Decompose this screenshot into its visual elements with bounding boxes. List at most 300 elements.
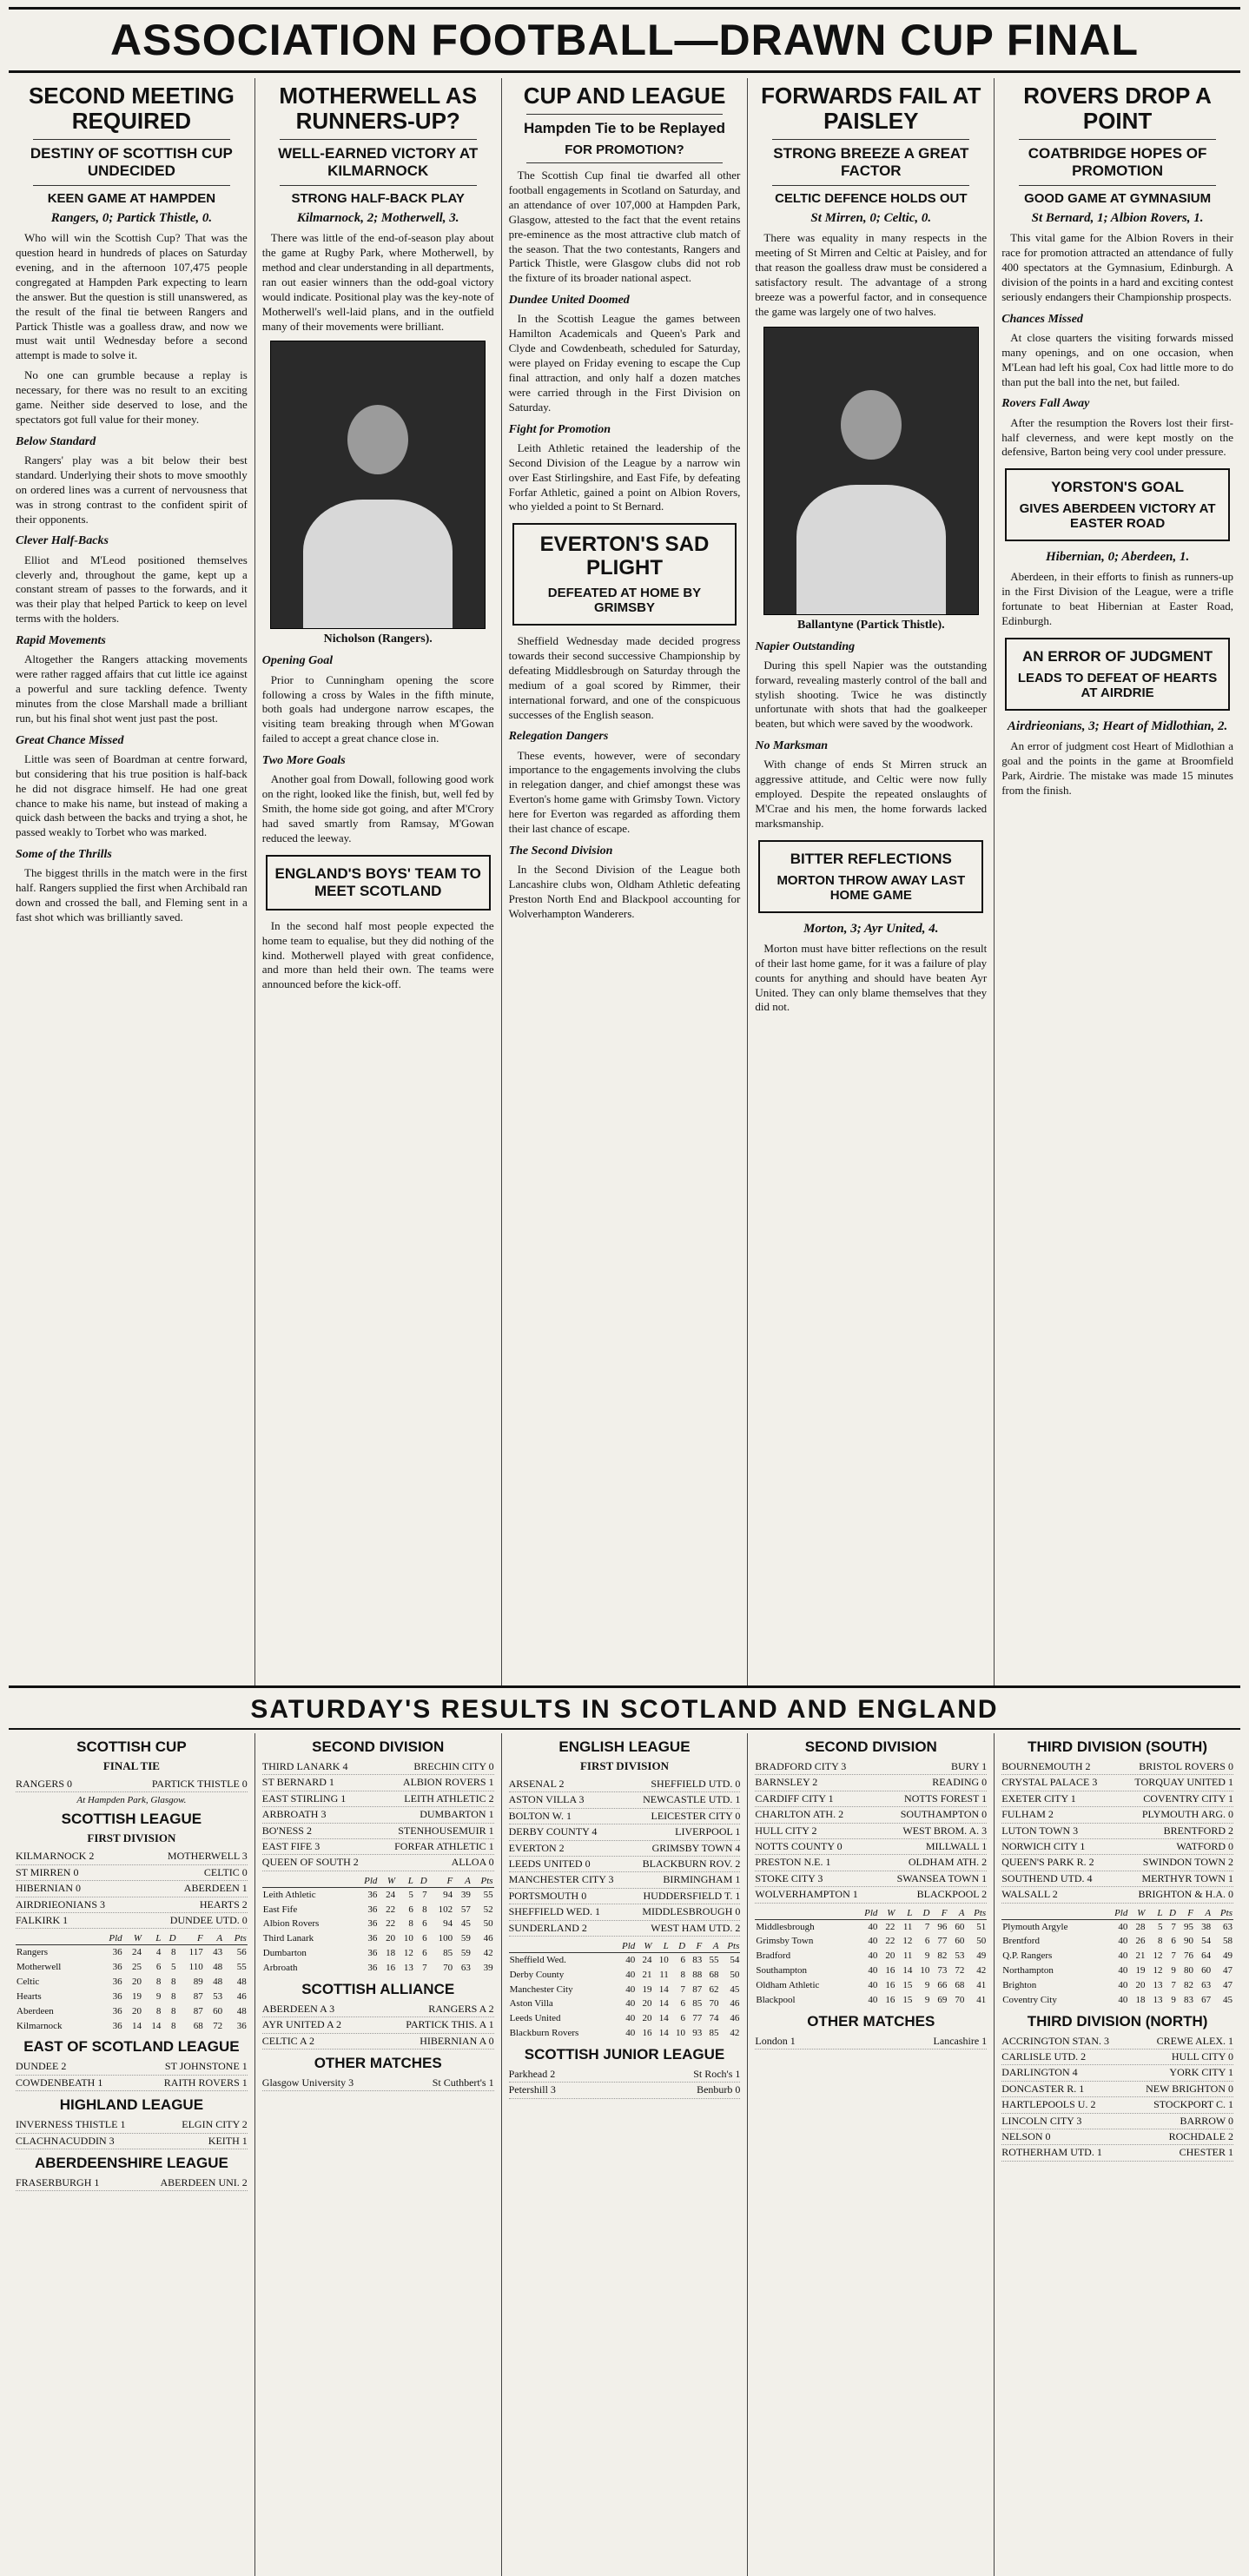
- match-result: [262, 1759, 494, 1775]
- home-team-score: FALKIRK 1: [16, 1913, 69, 1926]
- home-team-score: BARNSLEY 2: [755, 1776, 818, 1789]
- table-cell: 16: [642, 2028, 652, 2039]
- away-team-score: OLDHAM ATH. 2: [908, 1856, 988, 1869]
- article-motherwell: [255, 78, 502, 1685]
- results-english-first: [502, 1733, 749, 2576]
- away-team-score: BRENTFORD 2: [1163, 1824, 1233, 1837]
- away-team-score: St Cuthbert's 1: [432, 2076, 494, 2089]
- table-header: A: [453, 1875, 472, 1888]
- match-result: [509, 2083, 741, 2098]
- table-row: [755, 1919, 987, 1934]
- section-head: SCOTTISH LEAGUE: [61, 1811, 202, 1828]
- table-cell: 48: [236, 2005, 247, 2016]
- section-heading: Rapid Movements: [16, 634, 106, 648]
- table-cell: 10: [676, 2028, 686, 2039]
- match-result: [16, 1897, 248, 1913]
- table-cell: 38: [1201, 1921, 1212, 1932]
- table-header: Pld: [856, 1907, 879, 1920]
- table-cell: 51: [976, 1921, 987, 1932]
- table-row: [755, 1934, 987, 1949]
- table-row: [1001, 1949, 1233, 1963]
- table-cell: 46: [730, 1998, 740, 2010]
- section-head: HIGHLAND LEAGUE: [59, 2096, 204, 2114]
- table-header: Pts: [223, 1932, 248, 1945]
- table-header: F: [686, 1940, 703, 1953]
- table-cell: 20: [386, 1933, 396, 1944]
- article-body: [755, 639, 987, 831]
- box-subhead: LEADS TO DEFEAT OF HEARTS AT AIRDRIE: [1017, 670, 1218, 700]
- match-result: [1001, 2114, 1233, 2129]
- match-result: [1001, 1824, 1233, 1839]
- match-result: [509, 1904, 741, 1920]
- subhead: DESTINY OF SCOTTISH CUP UNDECIDED: [30, 145, 233, 180]
- section-heading: Dundee United Doomed: [508, 294, 630, 308]
- table-cell: 25: [132, 1962, 142, 1973]
- away-team-score: WATFORD 0: [1176, 1839, 1233, 1852]
- table-cell: Hearts: [17, 1990, 42, 2002]
- subhead-2: STRONG HALF-BACK PLAY: [291, 191, 465, 207]
- section-head: SECOND DIVISION: [804, 1738, 937, 1755]
- away-team-score: BIRMINGHAM 1: [663, 1873, 741, 1886]
- table-header: W: [123, 1932, 142, 1945]
- table-cell: 85: [709, 2028, 719, 2039]
- box-subhead: DEFEATED AT HOME BY GRIMSBY: [547, 586, 702, 616]
- table-cell: Kilmarnock: [17, 2020, 63, 2031]
- table-cell: 36: [367, 1889, 378, 1900]
- away-team-score: STOCKPORT C. 1: [1153, 2098, 1233, 2111]
- home-team-score: BOLTON W. 1: [508, 1809, 572, 1822]
- table-row: [1001, 1963, 1233, 1978]
- table-cell: 36: [112, 2020, 122, 2031]
- section-head: OTHER MATCHES: [314, 2054, 442, 2071]
- table-cell: 117: [188, 1947, 203, 1958]
- table-cell: 94: [443, 1918, 453, 1930]
- home-team-score: PORTSMOUTH 0: [508, 1889, 587, 1902]
- table-cell: 96: [937, 1921, 948, 1932]
- table-cell: 100: [438, 1933, 453, 1944]
- table-header: W: [878, 1907, 895, 1920]
- table-cell: 10: [403, 1933, 413, 1944]
- match-result: [16, 2059, 248, 2075]
- away-team-score: NOTTS FOREST 1: [904, 1791, 988, 1805]
- table-cell: Oldham Athletic: [756, 1979, 820, 1990]
- section-heading: Clever Half-Backs: [16, 534, 109, 548]
- table-row: [509, 2026, 741, 2041]
- table-header: D: [670, 1940, 686, 1953]
- table-cell: Manchester City: [509, 1983, 573, 1995]
- table-cell: 13: [1153, 1994, 1163, 2005]
- league-table: [262, 1875, 494, 1976]
- match-result: [509, 1841, 741, 1857]
- table-cell: 12: [1153, 1965, 1163, 1977]
- section-heading: Great Chance Missed: [16, 733, 124, 747]
- table-cell: Blackpool: [756, 1994, 796, 2005]
- home-team-score: BOURNEMOUTH 2: [1001, 1760, 1091, 1772]
- article-columns: [9, 78, 1240, 1688]
- away-team-score: CHESTER 1: [1179, 2146, 1233, 2159]
- table-header: A: [703, 1940, 719, 1953]
- table-cell: 8: [171, 1977, 176, 1988]
- table-cell: 40: [625, 1954, 636, 1965]
- away-team-score: HEARTS 2: [199, 1897, 248, 1910]
- away-team-score: ST JOHNSTONE 1: [164, 2060, 248, 2073]
- match-list: [755, 1759, 987, 1904]
- match-result: [262, 2002, 494, 2017]
- table-cell: 20: [642, 2013, 652, 2024]
- section-head: EAST OF SCOTLAND LEAGUE: [23, 2038, 240, 2056]
- table-cell: 8: [408, 1918, 413, 1930]
- table-cell: 90: [1184, 1936, 1194, 1947]
- section-heading: Fight for Promotion: [508, 422, 611, 436]
- table-row: [509, 1983, 741, 1997]
- table-cell: 8: [155, 2005, 162, 2016]
- table-header: W: [378, 1875, 396, 1888]
- table-header: Pld: [97, 1932, 123, 1945]
- table-cell: 8: [155, 1977, 162, 1988]
- table-cell: 57: [460, 1904, 471, 1915]
- away-team-score: BRISTOL ROVERS 0: [1139, 1760, 1233, 1772]
- table-cell: Southampton: [756, 1965, 808, 1977]
- table-cell: 6: [924, 1936, 930, 1947]
- table-cell: 6: [680, 1954, 686, 1965]
- table-cell: 8: [1158, 1936, 1163, 1947]
- match-list: [262, 1759, 494, 1871]
- score-line: Rangers, 0; Partick Thistle, 0.: [50, 211, 213, 226]
- article-body: [262, 919, 494, 992]
- boxed-story: [758, 840, 983, 913]
- home-team-score: CRYSTAL PALACE 3: [1001, 1776, 1098, 1789]
- match-result: [1001, 1887, 1233, 1903]
- section-head: THIRD DIVISION (SOUTH): [1028, 1738, 1207, 1755]
- table-cell: Brentford: [1002, 1936, 1040, 1947]
- score-line: St Bernard, 1; Albion Rovers, 1.: [1031, 211, 1204, 226]
- table-cell: 41: [976, 1994, 987, 2005]
- table-row: [755, 1963, 987, 1978]
- table-cell: 83: [692, 1954, 703, 1965]
- home-team-score: ACCRINGTON STAN. 3: [1001, 2034, 1110, 2047]
- league-table: [509, 1940, 741, 2041]
- home-team-score: AYR UNITED A 2: [261, 2018, 342, 2031]
- table-cell: 7: [1171, 1950, 1176, 1962]
- table-cell: 13: [403, 1962, 413, 1973]
- away-team-score: BRECHIN CITY 0: [413, 1760, 494, 1772]
- table-cell: 36: [112, 1990, 122, 2002]
- match-result: [755, 1887, 987, 1903]
- away-team-score: READING 0: [932, 1776, 988, 1789]
- section-heading: No Marksman: [755, 739, 829, 753]
- table-header: Pld: [1106, 1907, 1129, 1920]
- results-english-second: [748, 1733, 995, 2576]
- paragraph: The Scottish Cup final tie dwarfed all other football engagements in Scotland on Saturday, and an attendance of over 107,000 at Hampden Park, Glasgow, attested to the fact that the event retains pre-eminence as the most attractive club match of the season. That the two contestants, Rangers and Partick Thistle, were Glasgow clubs did not rob the fixture of its broader national aspect.: [508, 169, 741, 285]
- table-cell: 6: [422, 1918, 427, 1930]
- paragraph: At close quarters the visiting forwards missed many openings, and on one occasion, when M'Lean had left his goal, Cox had little more to do than put the ball into the net, but failed.: [1001, 330, 1233, 388]
- match-list: [16, 1849, 248, 1929]
- away-team-score: BLACKBURN ROV. 2: [642, 1857, 741, 1870]
- home-team-score: CELTIC A 2: [261, 2034, 315, 2047]
- match-result: [509, 1872, 741, 1888]
- table-cell: 10: [658, 1954, 669, 1965]
- table-cell: 15: [902, 1994, 913, 2005]
- table-cell: 20: [1135, 1979, 1146, 1990]
- away-team-score: ROCHDALE 2: [1168, 2129, 1233, 2142]
- table-header: Pts: [720, 1940, 741, 1953]
- table-cell: 46: [236, 1990, 247, 2002]
- table-cell: 40: [625, 1983, 636, 1995]
- match-result: [16, 1849, 248, 1864]
- table-cell: 54: [1201, 1936, 1212, 1947]
- table-cell: Plymouth Argyle: [1002, 1921, 1068, 1932]
- table-cell: 54: [730, 1954, 740, 1965]
- away-team-score: NEW BRIGHTON 0: [1146, 2082, 1233, 2095]
- paragraph: In the Scottish League the games between Hamilton Academicals and Queen's Park and Clyde and Cowdenbeath, scheduled for Saturday, were played on Friday evening to escape the Cup final attraction, and only half a dozen matches were carried through in the First Division on Saturday.: [508, 312, 741, 414]
- table-cell: Aberdeen: [17, 2005, 54, 2016]
- home-team-score: ARSENAL 2: [508, 1778, 565, 1790]
- table-header: W: [1128, 1907, 1146, 1920]
- table-cell: 8: [422, 1904, 427, 1915]
- match-list: [262, 2076, 494, 2091]
- table-cell: 15: [902, 1979, 913, 1990]
- paragraph: The biggest thrills in the match were in the first half. Rangers supplied the first when Archibald ran down and crossed the ball, and Fleming sent in a fast shot which was brilliantly saved.: [16, 866, 248, 924]
- player-photo: [270, 341, 485, 629]
- home-team-score: QUEEN OF SOUTH 2: [261, 1856, 359, 1869]
- table-row: [1001, 1919, 1233, 1934]
- home-team-score: BO'NESS 2: [261, 1824, 312, 1837]
- league-table: [16, 1932, 248, 2033]
- table-row: [509, 1968, 741, 1983]
- table-cell: 60: [213, 2005, 223, 2016]
- table-cell: 59: [460, 1948, 471, 1959]
- venue-note: At Hampden Park, Glasgow.: [76, 1795, 187, 1806]
- table-cell: 14: [151, 2020, 162, 2031]
- table-row: [262, 1887, 494, 1902]
- table-cell: 70: [443, 1962, 453, 1973]
- section-head: OTHER MATCHES: [807, 2012, 935, 2030]
- away-team-score: WEST BROM. A. 3: [902, 1824, 988, 1837]
- table-cell: 12: [403, 1948, 413, 1959]
- paragraph: Elliot and M'Leod positioned themselves cleverly and, throughout the game, kept up a constant stream of passes to the forwards, and it was their play that helped Partick to keep on level terms with the holders.: [16, 553, 248, 626]
- home-team-score: CHARLTON ATH. 2: [755, 1808, 844, 1821]
- table-cell: 40: [625, 2013, 636, 2024]
- paragraph: There was equality in many respects in the meeting of St Mirren and Celtic at Paisley, and for that reason the goalless draw must be considered a satisfactory result. The advantage of a strong breeze was a powerful factor, and in consequence the game was largely one of two halves.: [755, 231, 988, 318]
- results-title: SATURDAY'S RESULTS IN SCOTLAND AND ENGLAND: [9, 1695, 1240, 1730]
- table-cell: 6: [408, 1904, 413, 1915]
- match-result: [509, 1792, 741, 1808]
- table-cell: 40: [868, 1950, 878, 1962]
- table-header: [1001, 1907, 1105, 1920]
- table-cell: 82: [1184, 1979, 1194, 1990]
- match-result: [509, 1777, 741, 1792]
- paragraph: Morton must have bitter reflections on the result of their last home game, for it was a failure of play counts for anything and should have beaten Ayr United. They can only blame themselves that they did not.: [755, 941, 988, 1014]
- section-heading: Below Standard: [16, 434, 96, 448]
- table-cell: 14: [658, 1983, 669, 1995]
- section-heading: Opening Goal: [261, 654, 334, 668]
- away-team-score: ALBION ROVERS 1: [402, 1776, 494, 1789]
- section-subhead: FIRST DIVISION: [87, 1831, 176, 1845]
- boxed-story: [1005, 468, 1230, 541]
- section-heading: Relegation Dangers: [508, 730, 609, 744]
- table-header: L: [895, 1907, 913, 1920]
- home-team-score: CARDIFF CITY 1: [755, 1791, 834, 1805]
- headline: CUP AND LEAGUE: [523, 83, 726, 109]
- match-result: [16, 2175, 248, 2191]
- table-cell: 49: [1222, 1950, 1232, 1962]
- table-row: [16, 1975, 248, 1990]
- table-cell: 48: [213, 1962, 223, 1973]
- league-table: [755, 1907, 987, 2008]
- home-team-score: Parkhead 2: [508, 2067, 556, 2080]
- table-cell: 11: [902, 1950, 913, 1962]
- match-list: [1001, 2034, 1233, 2162]
- section-heading: The Second Division: [508, 844, 613, 858]
- table-cell: 7: [422, 1889, 427, 1900]
- table-cell: 20: [132, 1977, 142, 1988]
- away-team-score: MOTHERWELL 3: [167, 1850, 248, 1863]
- box-headline: BITTER REFLECTIONS: [790, 850, 952, 867]
- away-team-score: RANGERS A 2: [428, 2002, 494, 2015]
- table-cell: 87: [193, 1990, 203, 2002]
- away-team-score: PARTICK THISTLE 0: [151, 1778, 248, 1790]
- table-cell: 36: [112, 1977, 122, 1988]
- table-cell: Rangers: [17, 1947, 49, 1958]
- match-result: [16, 2076, 248, 2091]
- home-team-score: QUEEN'S PARK R. 2: [1001, 1856, 1094, 1869]
- paragraph: After the resumption the Rovers lost their first-half cleverness, and were kept mostly on the defensive, Barton being very cool under pressure.: [1001, 415, 1233, 459]
- table-cell: 36: [112, 1962, 122, 1973]
- table-cell: 40: [1118, 1950, 1128, 1962]
- away-team-score: ABERDEEN UNI. 2: [160, 2175, 248, 2189]
- table-cell: 36: [367, 1933, 378, 1944]
- match-result: [262, 1855, 494, 1871]
- home-team-score: NOTTS COUNTY 0: [755, 1839, 843, 1852]
- match-result: [1001, 1855, 1233, 1871]
- boxed-story: [512, 523, 737, 626]
- subhead-2: GOOD GAME AT GYMNASIUM: [1024, 191, 1212, 207]
- match-result: [755, 1839, 987, 1855]
- table-cell: 20: [132, 2005, 142, 2016]
- section-head: ENGLISH LEAGUE: [558, 1738, 691, 1755]
- home-team-score: DONCASTER R. 1: [1001, 2082, 1085, 2095]
- match-result: [262, 1824, 494, 1839]
- table-cell: 48: [213, 1977, 223, 1988]
- table-cell: 46: [483, 1933, 493, 1944]
- table-cell: 16: [885, 1979, 895, 1990]
- table-cell: 8: [171, 1947, 176, 1958]
- away-team-score: MIDDLESBROUGH 0: [642, 1905, 741, 1918]
- table-row: [262, 1931, 494, 1946]
- table-cell: 102: [438, 1904, 453, 1915]
- results-columns: [9, 1733, 1240, 2576]
- table-cell: 40: [868, 1921, 878, 1932]
- home-team-score: Glasgow University 3: [261, 2076, 354, 2089]
- table-cell: 14: [902, 1965, 913, 1977]
- table-cell: Middlesbrough: [756, 1921, 815, 1932]
- table-cell: 60: [955, 1921, 965, 1932]
- home-team-score: EXETER CITY 1: [1001, 1791, 1076, 1805]
- home-team-score: ROTHERHAM UTD. 1: [1001, 2146, 1102, 2159]
- table-cell: 63: [1201, 1979, 1212, 1990]
- table-row: [1001, 1978, 1233, 1993]
- table-cell: 6: [422, 1948, 427, 1959]
- table-cell: 66: [937, 1979, 948, 1990]
- table-cell: 95: [1184, 1921, 1194, 1932]
- home-team-score: EAST FIFE 3: [261, 1839, 321, 1852]
- table-cell: 8: [171, 2005, 176, 2016]
- table-cell: 89: [193, 1977, 203, 1988]
- match-list: [755, 2034, 987, 2050]
- table-cell: 110: [188, 1962, 203, 1973]
- table-cell: 74: [709, 2013, 719, 2024]
- table-cell: 40: [1118, 1979, 1128, 1990]
- table-header: Pts: [965, 1907, 987, 1920]
- table-cell: 16: [885, 1965, 895, 1977]
- table-cell: 60: [1201, 1965, 1212, 1977]
- paragraph: Who will win the Scottish Cup? That was the question heard in hundreds of places on Saturday evening, and in the afternoon 107,475 people congregated at Hampden Park expecting to learn the answer. But the question is still unanswered, as the result of the final tie between Rangers and Partick Thistle was a goalless draw, and now we must wait until Wednesday before a second attempt is made to solve it.: [16, 231, 248, 362]
- table-cell: 42: [976, 1965, 987, 1977]
- home-team-score: THIRD LANARK 4: [261, 1760, 348, 1772]
- boxed-story: [1005, 638, 1230, 711]
- table-cell: 50: [976, 1936, 987, 1947]
- table-cell: 7: [1171, 1979, 1176, 1990]
- box-headline: AN ERROR OF JUDGMENT: [1022, 647, 1213, 665]
- away-team-score: KEITH 1: [208, 2134, 248, 2147]
- results-scottish-cup: [9, 1733, 255, 2576]
- match-result: [262, 2076, 494, 2091]
- table-cell: 87: [193, 2005, 203, 2016]
- paragraph: Altogether the Rangers attacking movements were rather ragged affairs that cut little ice against a powerful and sure tackling defence. Twenty minutes from the close Marshall made a brilliant run, but his final shot went just past the post.: [16, 652, 248, 725]
- table-cell: Dumbarton: [262, 1948, 307, 1959]
- results-scottish-second: [255, 1733, 502, 2576]
- table-cell: 4: [155, 1947, 162, 1958]
- table-cell: 18: [1135, 1994, 1146, 2005]
- table-cell: 47: [1222, 1965, 1232, 1977]
- match-result: [1001, 2145, 1233, 2161]
- away-team-score: HUDDERSFIELD T. 1: [643, 1889, 741, 1902]
- table-row: [16, 2019, 248, 2034]
- table-header: L: [396, 1875, 414, 1888]
- table-cell: 16: [885, 1994, 895, 2005]
- table-cell: 60: [955, 1936, 965, 1947]
- match-result: [1001, 1759, 1233, 1775]
- match-result: [509, 1889, 741, 1904]
- table-cell: 63: [460, 1962, 471, 1973]
- match-result: [16, 2134, 248, 2149]
- table-cell: 9: [924, 1979, 930, 1990]
- table-cell: 36: [367, 1918, 378, 1930]
- match-result: [262, 2034, 494, 2050]
- table-cell: 48: [236, 1977, 247, 1988]
- boxed-story: [266, 855, 491, 911]
- table-cell: Coventry City: [1002, 1994, 1057, 2005]
- home-team-score: WALSALL 2: [1001, 1888, 1058, 1901]
- photo-caption: Ballantyne (Partick Thistle).: [796, 618, 945, 632]
- table-cell: 28: [1135, 1921, 1146, 1932]
- score-line: Airdrieonians, 3; Heart of Midlothian, 2.: [1007, 718, 1228, 733]
- section-subhead: FIRST DIVISION: [579, 1759, 669, 1772]
- table-cell: 19: [1135, 1965, 1146, 1977]
- article-body: [509, 634, 741, 922]
- table-cell: 8: [680, 1969, 686, 1980]
- away-team-score: ELGIN CITY 2: [182, 2118, 248, 2131]
- match-list: [16, 2175, 248, 2191]
- table-cell: 88: [692, 1969, 703, 1980]
- home-team-score: COWDENBEATH 1: [16, 2076, 103, 2089]
- home-team-score: DERBY COUNTY 4: [508, 1825, 598, 1838]
- table-header: L: [653, 1940, 670, 1953]
- table-cell: 36: [112, 1947, 122, 1958]
- table-cell: 24: [132, 1947, 142, 1958]
- home-team-score: FULHAM 2: [1001, 1808, 1054, 1821]
- box-headline: YORSTON'S GOAL: [1051, 479, 1185, 496]
